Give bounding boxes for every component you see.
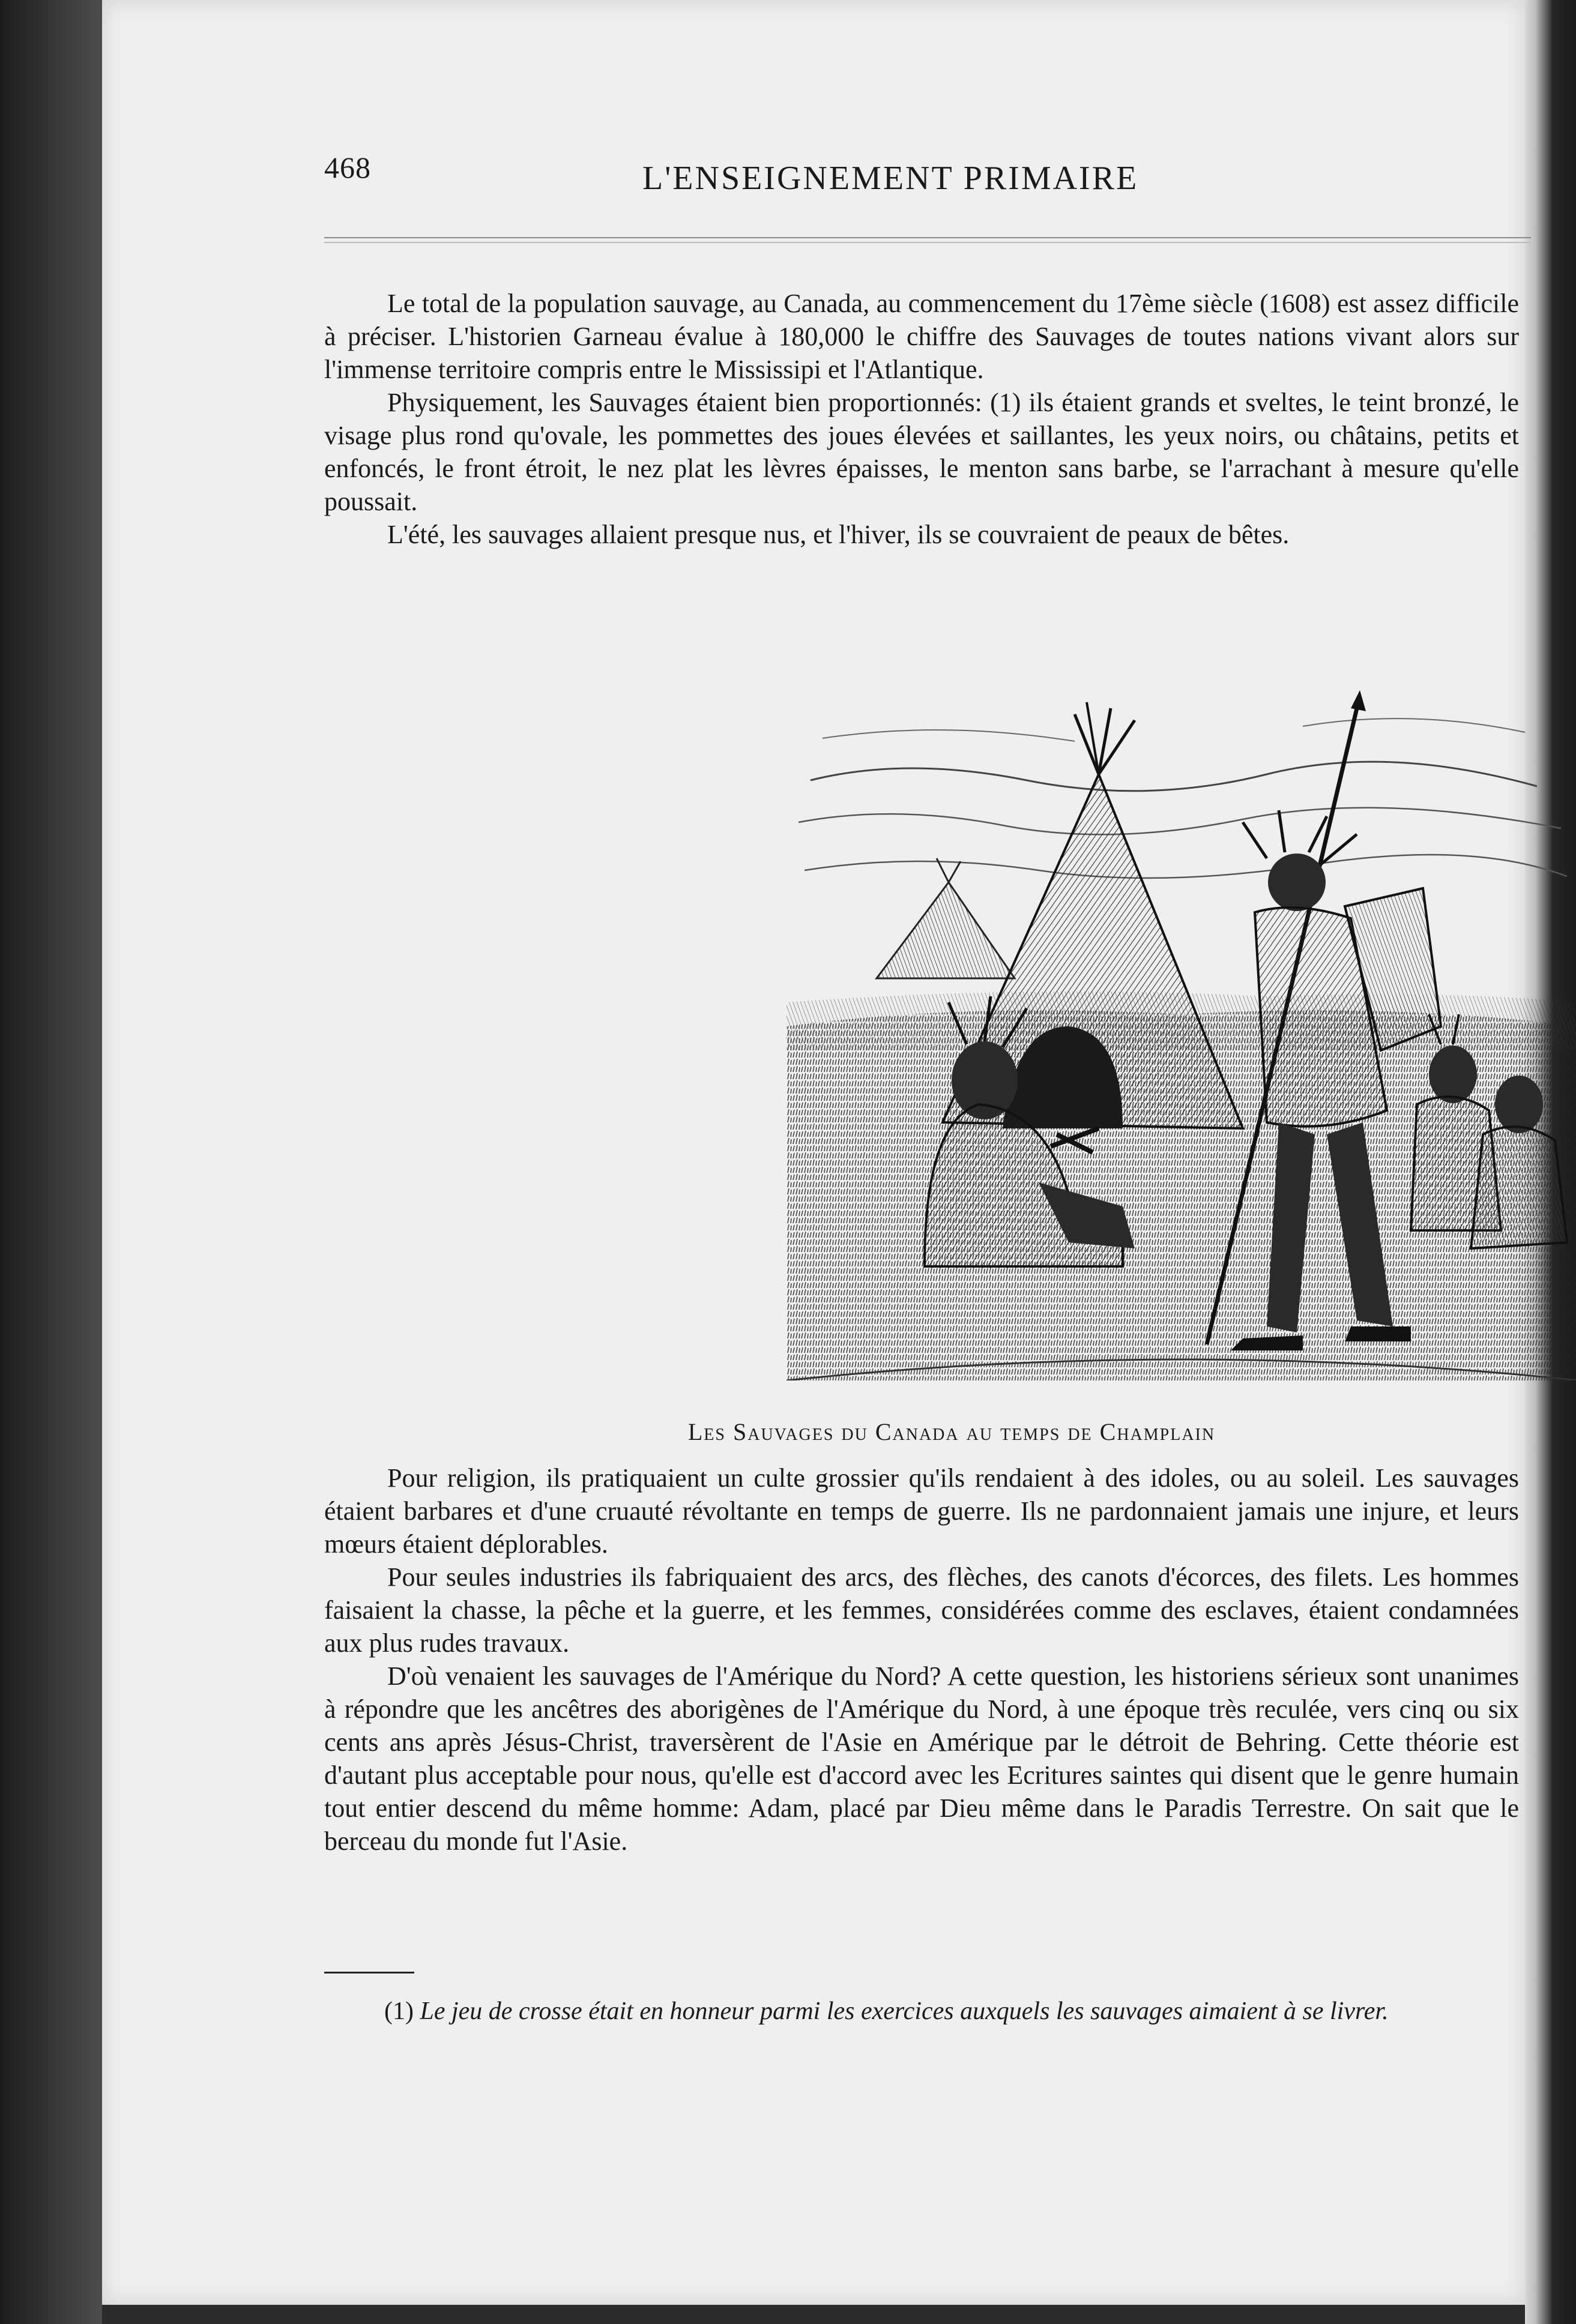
engraving-illustration	[786, 690, 1576, 1380]
paragraph: Physiquement, les Sauvages étaient bien proportionnés: (1) ils étaient grands et sveltes, le teint bronzé, le visage plus rond qu'ovale, les pommettes des joues élevées et saillantes, les yeux noirs, ou châtains, petits et enfoncés, le front étroit, le nez plat les lèvres épaisses, le menton sans barbe, se l'arrachant à mesure qu'elle poussait.	[324, 388, 1519, 516]
footnote-rule	[324, 1972, 414, 1973]
sky	[799, 718, 1567, 878]
paragraph: Le total de la population sauvage, au Canada, au commencement du 17ème siècle (1608) est assez difficile à préciser. L'historien Garneau évalue à 180,000 le chiffre des Sauvages de toutes nations vivant alors sur l'immense territoire compris entre le Mississipi et l'Atlantique.	[324, 289, 1519, 384]
paragraph: L'été, les sauvages allaient presque nus, et l'hiver, ils se couvraient de peaux de bêtes.	[387, 520, 1290, 549]
running-title: L'ENSEIGNEMENT PRIMAIRE	[642, 160, 1139, 197]
distant-tipi	[877, 858, 1015, 978]
header-rule	[324, 237, 1531, 243]
scan-dark-margin-left	[0, 0, 102, 2324]
footnote-text: Le jeu de crosse était en honneur parmi les exercices auxquels les sauvages aimaient à se livrer.	[420, 1997, 1389, 2025]
text-block-bottom	[324, 1462, 1519, 1858]
footnote-marker: (1)	[384, 1997, 414, 2025]
footnote	[324, 1996, 1519, 2027]
page-number: 468	[324, 151, 371, 184]
book-page	[102, 0, 1525, 2305]
paragraph: Pour religion, ils pratiquaient un culte grossier qu'ils rendaient à des idoles, ou au soleil. Les sauvages étaient barbares et d'une cruauté révoltante en temps de guerre. Ils ne pardonnaient jamais une injure, et leurs mœurs étaient déplorables.	[324, 1463, 1519, 1559]
running-head	[324, 150, 1291, 198]
text-block-top	[324, 287, 1519, 551]
paragraph: D'où venaient les sauvages de l'Amérique du Nord? A cette question, les historiens sérieux sont unanimes à répondre que les ancêtres des aborigènes de l'Amérique du Nord, à une époque très reculée, vers cinq ou six cents ans après Jésus-Christ, traversèrent de l'Asie en Amérique par le détroit de Behring. Cette théorie est d'autant plus acceptable pour nous, qu'elle est d'accord avec les Ecritures saintes qui disent que le genre humain tout entier descend du même homme: Adam, placé par Dieu même dans le Paradis Terrestre. On sait que le berceau du monde fut l'Asie.	[324, 1661, 1519, 1856]
paragraph: Pour seules industries ils fabriquaient des arcs, des flèches, des canots d'écorces, des filets. Les hommes faisaient la chasse, la pêche et la guerre, et les femmes, considérées comme des esclaves, étaient condamnées aux plus rudes travaux.	[324, 1562, 1519, 1658]
figure-caption: Les Sauvages du Canada au temps de Champlain	[687, 1418, 1216, 1445]
